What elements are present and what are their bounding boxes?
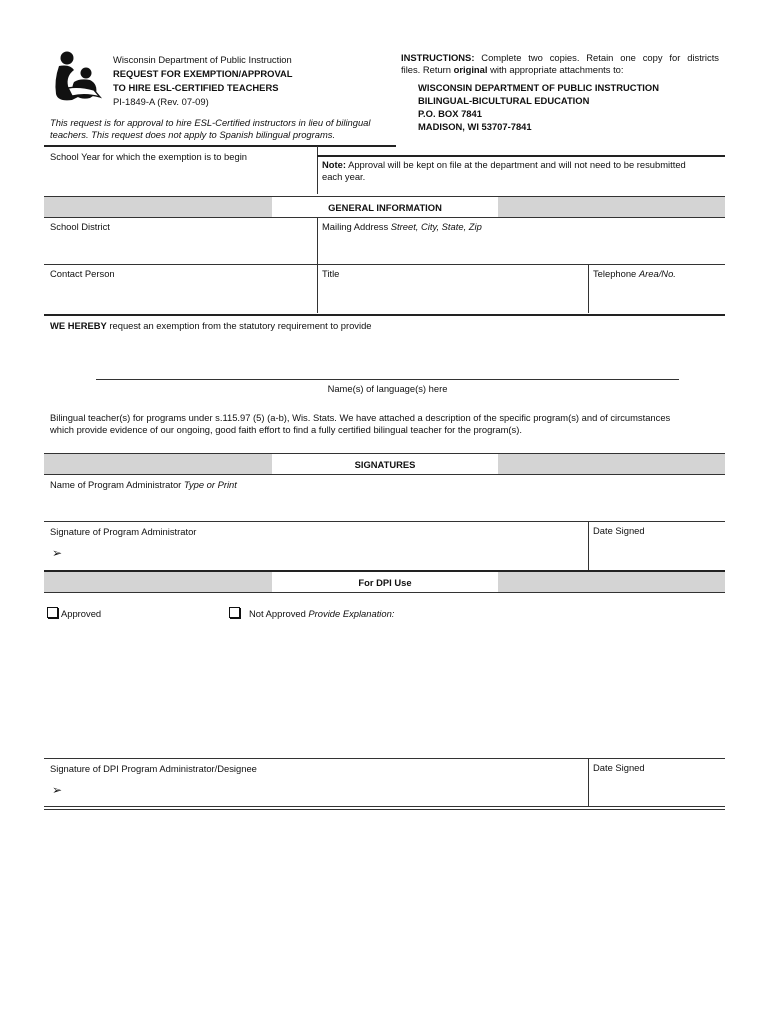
mailing-address-text: Mailing Address [322, 221, 389, 232]
admin-date-signed-label: Date Signed [593, 525, 645, 536]
rule-top [44, 145, 396, 147]
form-title-line1: REQUEST FOR EXEMPTION/APPROVAL [113, 68, 293, 79]
approved-option[interactable] [47, 607, 101, 620]
mailing-address-field[interactable] [318, 218, 725, 263]
request-body-line2: which provide evidence of our ongoing, good faith effort to find a fully certified bilingual teacher for the program(s). [50, 424, 522, 435]
signatures-heading: SIGNATURES [272, 454, 498, 474]
dpi-date-signed-field[interactable] [589, 759, 725, 806]
dpi-signature-label: Signature of DPI Program Administrator/Designee [50, 763, 257, 774]
address-line4: MADISON, WI 53707-7841 [418, 121, 532, 132]
dpi-logo [50, 50, 106, 104]
not-approved-checkbox[interactable] [229, 607, 240, 618]
mailing-address-hint: Street, City, State, Zip [390, 221, 482, 232]
instructions-text2b: original [453, 64, 488, 75]
rule-language [96, 379, 679, 380]
school-district-label: School District [50, 221, 110, 232]
instructions-text2a: files. Return [401, 64, 454, 75]
dpi-signature-arrow-icon: ➢ [52, 783, 63, 797]
signature-arrow-icon: ➢ [52, 546, 63, 560]
request-lead: WE HEREBY [50, 320, 107, 331]
telephone-field[interactable] [589, 265, 725, 313]
instructions-label: INSTRUCTIONS: [401, 52, 475, 63]
dpi-use-heading: For DPI Use [272, 572, 498, 592]
explanation-field[interactable] [44, 624, 725, 756]
telephone-text: Telephone [593, 268, 637, 279]
admin-signature-field[interactable] [44, 522, 587, 569]
instructions-line1 [401, 52, 719, 64]
form-title-line2: TO HIRE ESL-CERTIFIED TEACHERS [113, 82, 279, 93]
note-label: Note: [322, 159, 346, 170]
form-id: PI-1849-A (Rev. 07-09) [113, 96, 209, 107]
purpose-line1: This request is for approval to hire ESL-Certified instructors in lieu of bilingual [50, 117, 371, 128]
dpi-use-band [44, 572, 725, 592]
admin-name-hint: Type or Print [183, 479, 237, 490]
signatures-band [44, 454, 725, 474]
request-body-line1: Bilingual teacher(s) for programs under s.115.97 (5) (a-b), Wis. Stats. We have attached a description of the specific program(s) and of circumstances [50, 412, 671, 423]
instructions-text1: Complete two copies. Retain one copy for districts [481, 52, 719, 63]
school-district-field[interactable] [44, 218, 316, 263]
rule-dpi-band-bottom [44, 592, 725, 593]
admin-signature-label: Signature of Program Administrator [50, 526, 197, 537]
request-text: request an exemption from the statutory requirement to provide [109, 320, 372, 331]
not-approved-option[interactable] [229, 607, 394, 620]
school-year-label: School Year for which the exemption is to begin [50, 151, 247, 162]
admin-name-text: Name of Program Administrator [50, 479, 182, 490]
instructions-line2 [401, 64, 624, 76]
rule-bottom-2 [44, 809, 725, 810]
dpi-signature-field[interactable] [44, 759, 587, 806]
not-approved-label: Not Approved [249, 608, 306, 619]
general-information-heading: GENERAL INFORMATION [272, 197, 498, 217]
rule-note-top [317, 155, 725, 157]
instructions-text2c: with appropriate attachments to: [487, 64, 624, 75]
approved-checkbox[interactable] [47, 607, 58, 618]
general-information-band [44, 197, 725, 217]
request-statement [50, 320, 372, 332]
rule-school-year-divider [317, 146, 318, 194]
rule-bottom-1 [44, 806, 725, 807]
admin-name-field[interactable] [44, 475, 725, 520]
contact-person-field[interactable] [44, 265, 316, 313]
title-field[interactable] [318, 265, 588, 313]
rule-gi-bottom [44, 314, 725, 316]
address-line2: BILINGUAL-BICULTURAL EDUCATION [418, 95, 590, 106]
approved-label: Approved [61, 608, 102, 619]
language-caption: Name(s) of language(s) here [327, 383, 448, 394]
agency-name: Wisconsin Department of Public Instruction [113, 54, 292, 65]
note-text2: each year. [322, 171, 366, 182]
telephone-hint: Area/No. [638, 268, 676, 279]
note-text1: Approval will be kept on file at the department and will not need to be resubmitted [348, 159, 686, 170]
contact-person-label: Contact Person [50, 268, 115, 279]
address-line3: P.O. BOX 7841 [418, 108, 482, 119]
school-year-note [322, 159, 722, 183]
language-field[interactable] [96, 345, 679, 379]
title-label: Title [322, 268, 340, 279]
admin-date-signed-field[interactable] [589, 522, 725, 569]
address-line1: WISCONSIN DEPARTMENT OF PUBLIC INSTRUCTION [418, 82, 659, 93]
not-approved-hint: Provide Explanation: [308, 608, 395, 619]
dpi-date-signed-label: Date Signed [593, 762, 645, 773]
purpose-line2: teachers. This request does not apply to Spanish bilingual programs. [50, 129, 336, 140]
